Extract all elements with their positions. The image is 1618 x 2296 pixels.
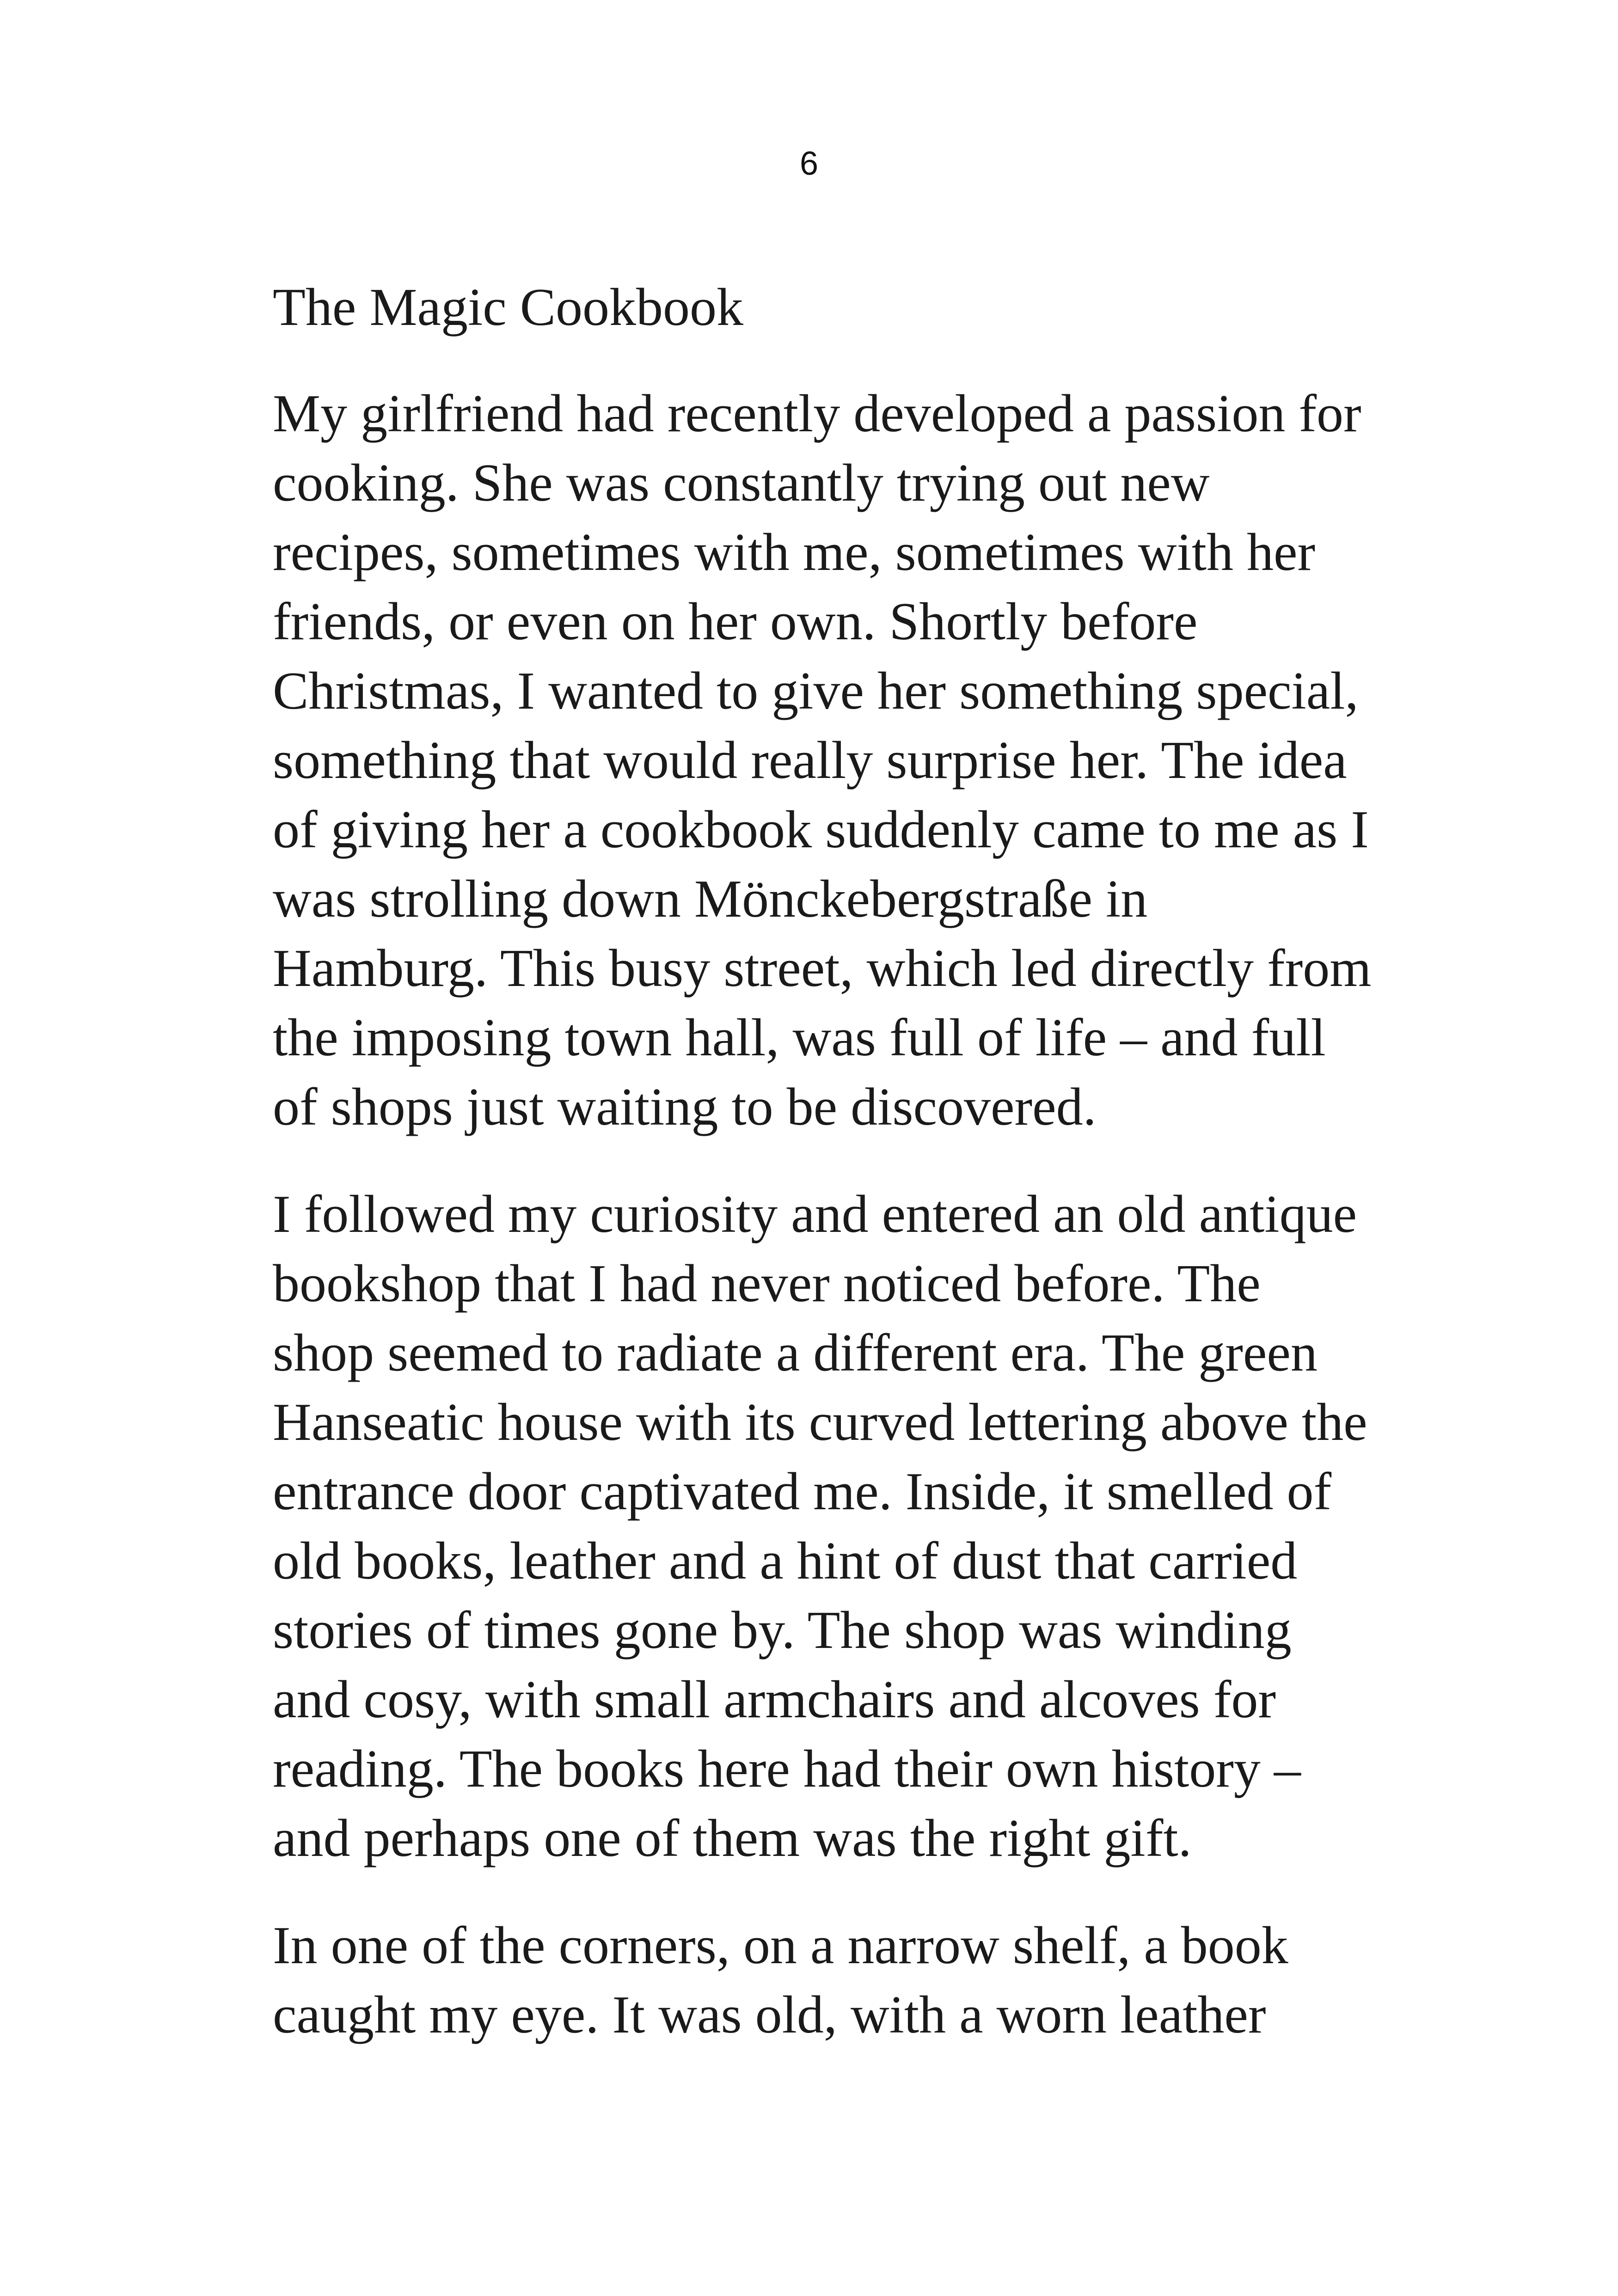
text-line: stories of times gone by. The shop was winding [273, 1601, 1292, 1660]
text-line: and perhaps one of them was the right gift. [273, 1809, 1192, 1868]
page-number: 6 [799, 145, 819, 182]
paragraph-3 [273, 1911, 1364, 2050]
text-line: My girlfriend had recently developed a passion for [273, 384, 1361, 443]
page-content [273, 273, 1372, 2088]
text-line: reading. The books here had their own history – [273, 1739, 1301, 1799]
text-line: recipes, sometimes with me, sometimes with her [273, 523, 1316, 582]
text-line: Hanseatic house with its curved lettering above the [273, 1393, 1367, 1452]
text-line: old books, leather and a hint of dust that carried [273, 1531, 1298, 1591]
text-line: Hamburg. This busy street, which led directly from [273, 939, 1372, 998]
text-line: was strolling down Mönckebergstraße in [273, 869, 1148, 929]
text-line: of shops just waiting to be discovered. [273, 1078, 1097, 1137]
text-line: something that would really surprise her. The idea [273, 731, 1347, 790]
text-line: shop seemed to radiate a different era. The green [273, 1323, 1318, 1383]
chapter-title: The Magic Cookbook [273, 278, 744, 337]
text-line: friends, or even on her own. Shortly before [273, 592, 1198, 651]
paragraph-1 [273, 379, 1372, 1142]
paragraph-2 [273, 1180, 1367, 1873]
text-line: caught my eye. It was old, with a worn leather [273, 1985, 1266, 2045]
text-line: Christmas, I wanted to give her something special, [273, 661, 1359, 721]
text-line: entrance door captivated me. Inside, it smelled of [273, 1462, 1332, 1521]
text-line: and cosy, with small armchairs and alcoves for [273, 1670, 1276, 1729]
text-line: the imposing town hall, was full of life – and full [273, 1008, 1326, 1067]
text-line: bookshop that I had never noticed before. The [273, 1254, 1261, 1313]
text-line: cooking. She was constantly trying out new [273, 453, 1210, 513]
text-line: of giving her a cookbook suddenly came to me as I [273, 800, 1369, 859]
text-line: I followed my curiosity and entered an old antique [273, 1185, 1357, 1244]
text-line: In one of the corners, on a narrow shelf, a book [273, 1916, 1288, 1975]
